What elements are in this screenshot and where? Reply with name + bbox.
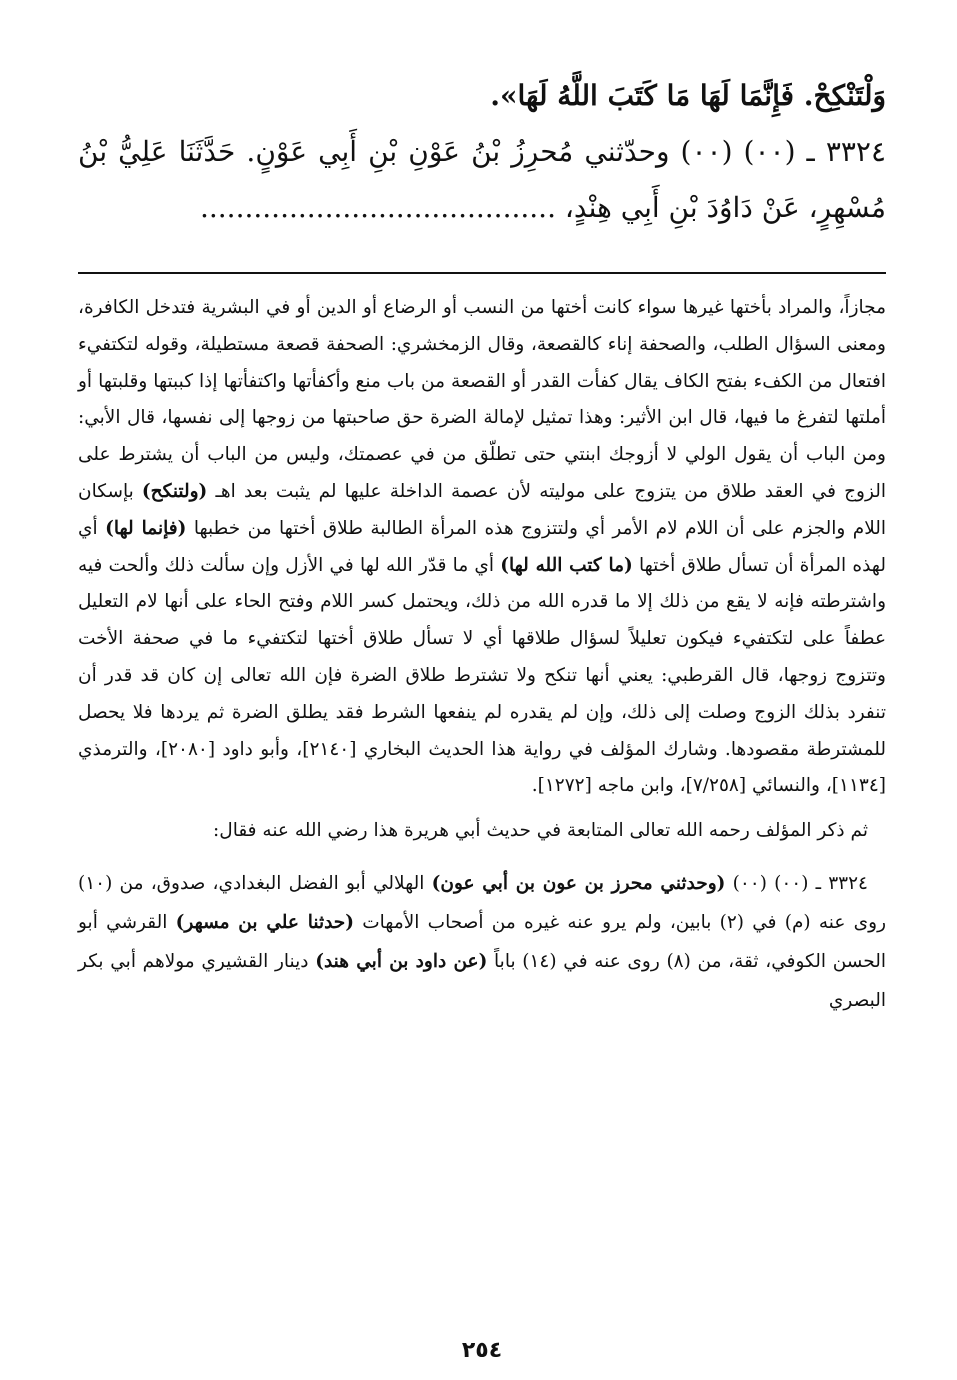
commentary-paragraph xyxy=(78,290,886,805)
hadith-text-block xyxy=(78,68,886,236)
commentary-bold-2: (فإنما لها) xyxy=(105,517,187,539)
ellipsis-dots: ........................................ xyxy=(199,191,556,224)
commentary-text-2: بإسكان اللام والجزم على أن اللام لام الأمر أي ولتتزوج هذه المرأة الطالبة طلاق أختها من خطبها xyxy=(78,480,887,539)
narrator-bold-1: (وحدثني محرز بن عون بن أبي عون) xyxy=(431,872,726,894)
narrator-bold-2: (حدثنا علي بن مسهر) xyxy=(175,911,354,933)
footnote-separator xyxy=(78,272,886,274)
follow-up-note: ثم ذكر المؤلف رحمه الله تعالى المتابعة في حديث أبي هريرة هذا رضي الله عنه فقال: xyxy=(213,820,868,842)
narrator-bold-3: (عن داود بن أبي هند) xyxy=(315,950,488,972)
hadith-isnad: ٣٣٢٤ ـ (٠٠) (٠٠) وحدّثني مُحرِزُ بْنُ عَوْنِ بْنِ أَبِي عَوْنٍ. حَدَّثَنَا عَلِيُّ بْنُ مُسْهِرٍ، عَنْ دَاوُدَ بْنِ أَبِي هِنْدٍ، xyxy=(78,135,886,224)
commentary-text-3: أي لهذه المرأة أن تسأل طلاق أختها xyxy=(78,517,886,576)
commentary-bold-3: (ما كتب الله لها) xyxy=(500,554,633,576)
commentary-text-4: أي ما قدّر الله لها في الأزل وإن سألت ذلك وألحت فيه واشترطته فإنه لا يقع من ذلك إلا ما قدره الله من ذلك، ويحتمل كسر اللام وفتح الحاء على أنها لام التعليل عطفاً على لتكتفيء فيكون تعليلاً لسؤال طلاقها أي لا تسأل طلاق أختها لتكتفيء ما في صحفة الأخت وتتزوج زوجها، قال القرطبي: يعني أنها تنكح ولا تشترط طلاق الضرة فإن الله تعالى إن كان قد قدر أن تنفرد بذلك الزوج وصلت إلى ذلك، وإن لم يقدره لم ينفعها الشرط فقد يطلق الضرة ثم يردها فلا يحصل للمشترطة مقصودها. وشارك المؤلف في رواية هذا الحديث البخاري [٢١٤٠]، وأبو داود [٢٠٨٠]، والترمذي [١١٣٤]، والنسائي [٧/٢٥٨]، وابن ماجه [١٢٧٢]. xyxy=(78,554,887,797)
narrator-text-4: دينار القشيري مولاهم أبي بكر البصري xyxy=(78,950,886,1011)
hadith-ending: وَلْتَنْكِحْ. فَإِنَّمَا لَهَا مَا كَتَبَ اللَّهُ لَهَا». xyxy=(490,79,886,112)
hadith-text xyxy=(78,68,886,236)
commentary-text-1: مجازاً، والمراد بأختها غيرها سواء كانت أختها من النسب أو الرضاع أو الدين أو في البشرية فتدخل الكافرة، ومعنى السؤال الطلب، والصحفة إناء كالقصعة، وقال الزمخشري: الصحفة قصعة مستطيلة، وقوله لتكتفيء افتعال من الكفء بفتح الكاف يقال كفأت القدر أو القصعة من باب منع وأكفأتها واكتفأتها إذا كببتها وقلبتها أو أملتها لتفرغ ما فيها، قال ابن الأثير: وهذا تمثيل لإمالة الضرة حق صاحبتها من زوجها إلى نفسها، قال الأبي: ومن الباب أن يقول الولي لا أزوجك ابنتي حتى تطلّق من في عصمتك، وليس من الباب أن يشترط على الزوج في العقد طلاق من يتزوج على موليته لأن عصمة الداخلة عليها لم يثبت بعد اهـ xyxy=(78,297,886,502)
page-number: ٢٥٤ xyxy=(461,1338,503,1363)
narrator-number: ٣٣٢٤ ـ (٠٠) (٠٠) xyxy=(732,872,868,894)
narrator-text-2: الهلالي أبو الفضل البغدادي، صدوق، من (١٠) روى عنه (م) في (٢) بابين، ولم يرو عنه غيره من أصحاب الأمهات xyxy=(78,872,886,933)
commentary-bold-1: (ولتنكح) xyxy=(141,480,208,502)
narrator-biographies xyxy=(78,864,886,1020)
book-page xyxy=(78,68,887,1363)
narrator-text-3: القرشي أبو الحسن الكوفي، ثقة، من (٨) روى عنه في (١٤) باباً xyxy=(78,911,887,972)
